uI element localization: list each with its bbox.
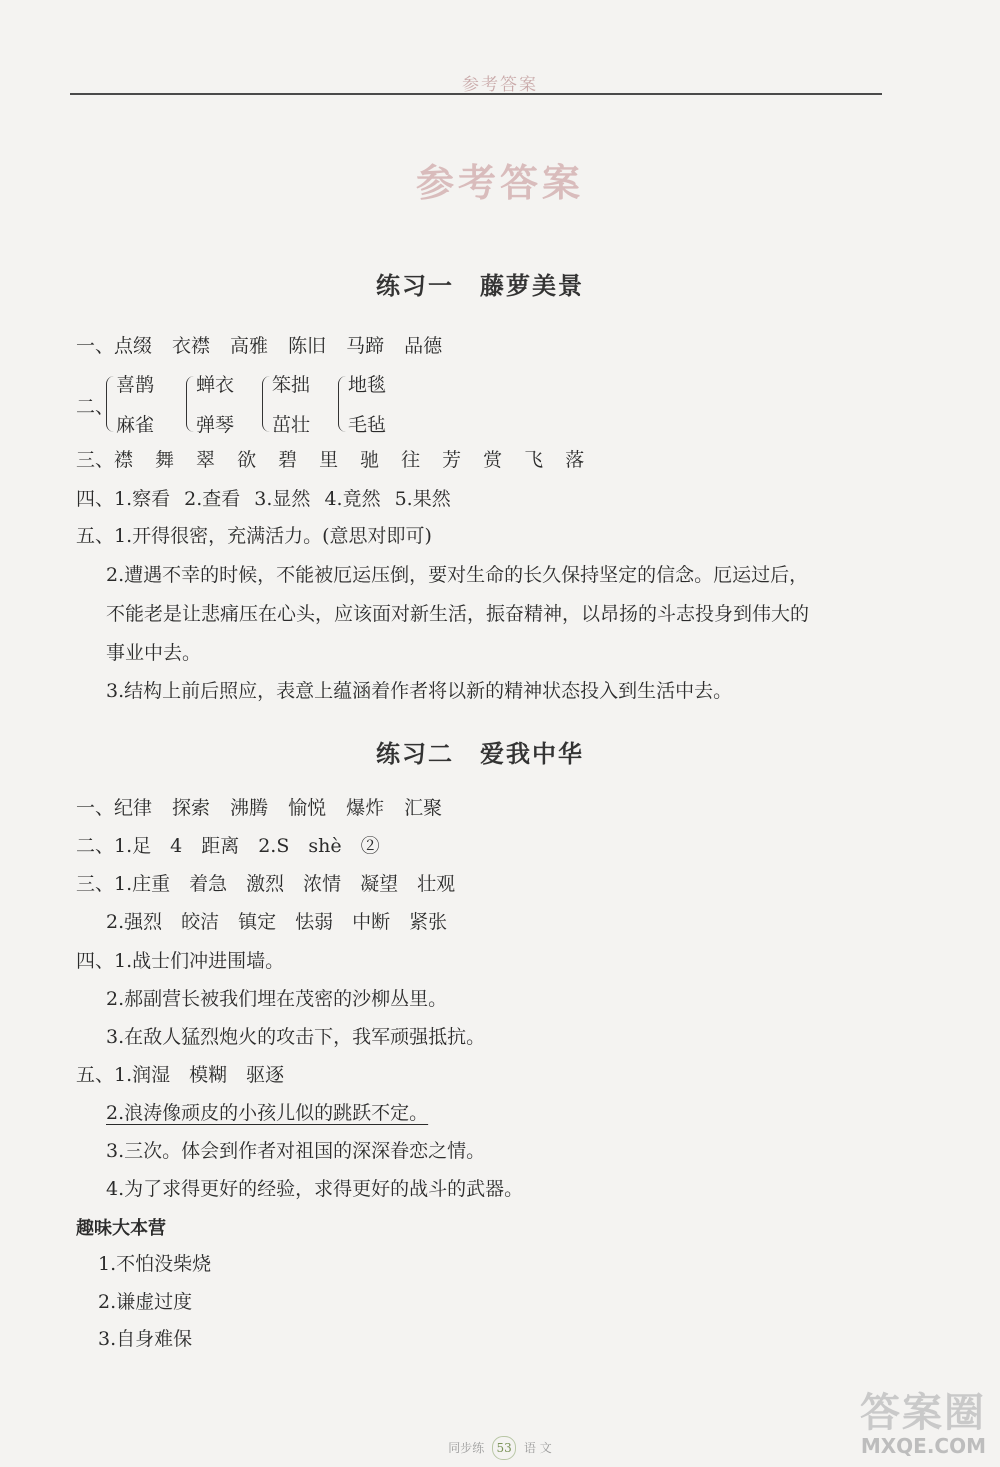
s2-q4-row3: 3.在敌人猛烈炮火的攻击下，我军顽强抵抗。	[106, 1026, 486, 1048]
s1-q1-label: 一、	[76, 335, 115, 357]
s1-q3-chars	[114, 449, 584, 471]
fun-item: 2.谦虚过度	[98, 1291, 193, 1313]
s2-q2: 二、1.足 4 距离 2.S shè ②	[76, 835, 380, 857]
s1-q3-char: 飞	[524, 449, 544, 471]
s1-q5-label: 五、	[76, 525, 115, 547]
s2-q4-row1: 四、1.战士们冲进围墙。	[76, 950, 285, 972]
s1-q5-item3: 3.结构上前后照应，表意上蕴涵着作者将以新的精神状态投入到生活中去。	[106, 680, 733, 702]
s1-q4-item: 2.查看	[184, 488, 241, 510]
s2-q3-row1: 三、1.庄重 着急 激烈 浓情 凝望 壮观	[76, 873, 456, 895]
s1-q5-text: 1.开得很密，充满活力。(意思对即可)	[114, 525, 432, 547]
s1-q3-char: 襟	[114, 449, 134, 471]
s1-q3	[76, 447, 584, 473]
s1-q4-label: 四、	[76, 488, 115, 510]
s1-q3-char: 往	[401, 449, 421, 471]
s2-q5-row1: 五、1.润湿 模糊 驱逐	[76, 1064, 285, 1086]
s1-q2-word: 地毯	[348, 374, 387, 396]
page-title: 参考答案	[415, 161, 584, 205]
s2-q3-row2: 2.强烈 皎洁 镇定 怯弱 中断 紧张	[106, 911, 448, 933]
s1-q1	[76, 333, 462, 359]
s1-q3-char: 赏	[483, 449, 503, 471]
s2-q1	[76, 795, 462, 821]
s2-q1-word: 探索	[172, 797, 211, 819]
s1-q3-label: 三、	[76, 449, 115, 471]
s1-q2-word: 蝉衣	[196, 374, 235, 396]
s1-q4-item: 3.显然	[254, 488, 311, 510]
s2-q5-row4: 4.为了求得更好的经验，求得更好的战斗的武器。	[106, 1178, 524, 1200]
page-number: 53	[492, 1436, 516, 1460]
s1-q1-word: 马蹄	[346, 335, 385, 357]
header-rule	[70, 93, 882, 95]
s1-q5-item2-line2: 不能老是让悲痛压在心头，应该面对新生活，振奋精神，以昂扬的斗志投身到伟大的	[106, 603, 810, 625]
s2-q4-row2: 2.郝副营长被我们埋在茂密的沙柳丛里。	[106, 988, 448, 1010]
s1-q5-item2-line3: 事业中去。	[106, 642, 202, 664]
s1-q3-char: 翠	[196, 449, 216, 471]
fun-item: 3.自身难保	[98, 1328, 193, 1350]
s1-q3-char: 芳	[442, 449, 462, 471]
s1-q5-item2-line1: 2.遭遇不幸的时候，不能被厄运压倒，要对生命的长久保持坚定的信念。厄运过后，	[106, 564, 809, 586]
s1-q2-word: 麻雀	[116, 414, 155, 436]
s1-q3-char: 落	[565, 449, 585, 471]
s2-q1-word: 愉悦	[288, 797, 327, 819]
s1-q2-label: 二、	[76, 396, 115, 418]
site-watermark	[786, 1391, 986, 1461]
s2-q5-row2: 2.浪涛像顽皮的小孩儿似的跳跃不定。	[106, 1102, 429, 1124]
section-title-1: 练习一 藤萝美景	[376, 272, 584, 300]
s1-q3-char: 碧	[278, 449, 298, 471]
section-title-2: 练习二 爱我中华	[376, 740, 584, 768]
s2-q1-word: 纪律	[114, 797, 153, 819]
watermark-url: MXQE.COM	[860, 1434, 986, 1458]
s1-q2-word: 毛毡	[348, 414, 387, 436]
s1-q1-word: 衣襟	[172, 335, 211, 357]
fun-item: 1.不怕没柴烧	[98, 1253, 212, 1275]
s1-q3-char: 里	[319, 449, 339, 471]
s2-q5-row3: 3.三次。体会到作者对祖国的深深眷恋之情。	[106, 1140, 486, 1162]
s1-q1-word: 点缀	[114, 335, 153, 357]
brace	[186, 376, 195, 432]
footer-left: 同步练	[448, 1441, 485, 1455]
s1-q3-char: 欲	[237, 449, 257, 471]
s2-q1-word: 沸腾	[230, 797, 269, 819]
s1-q4	[76, 486, 451, 512]
watermark-logo-text: 答案圈	[860, 1390, 986, 1436]
s2-q1-word: 爆炸	[346, 797, 385, 819]
s1-q2-word: 茁壮	[272, 414, 311, 436]
s1-q3-char: 驰	[360, 449, 380, 471]
s2-q1-label: 一、	[76, 797, 115, 819]
s1-q3-char: 舞	[155, 449, 175, 471]
s1-q2-word: 弹琴	[196, 414, 235, 436]
s1-q1-word: 品德	[404, 335, 443, 357]
brace	[262, 376, 271, 432]
running-head: 参考答案	[462, 75, 538, 95]
fun-title: 趣味大本营	[76, 1218, 166, 1239]
brace	[338, 376, 347, 432]
s1-q1-word: 高雅	[230, 335, 269, 357]
s1-q4-item: 4.竟然	[324, 488, 381, 510]
s1-q5-item1	[76, 523, 432, 549]
s2-q1-word: 汇聚	[404, 797, 443, 819]
footer-right: 语 文	[523, 1441, 552, 1455]
brace	[106, 376, 115, 432]
s1-q1-word: 陈旧	[288, 335, 327, 357]
s1-q2-word: 笨拙	[272, 374, 311, 396]
s1-q4-item: 1.察看	[114, 488, 171, 510]
s1-q4-item: 5.果然	[394, 488, 451, 510]
s1-q2-word: 喜鹊	[116, 374, 155, 396]
